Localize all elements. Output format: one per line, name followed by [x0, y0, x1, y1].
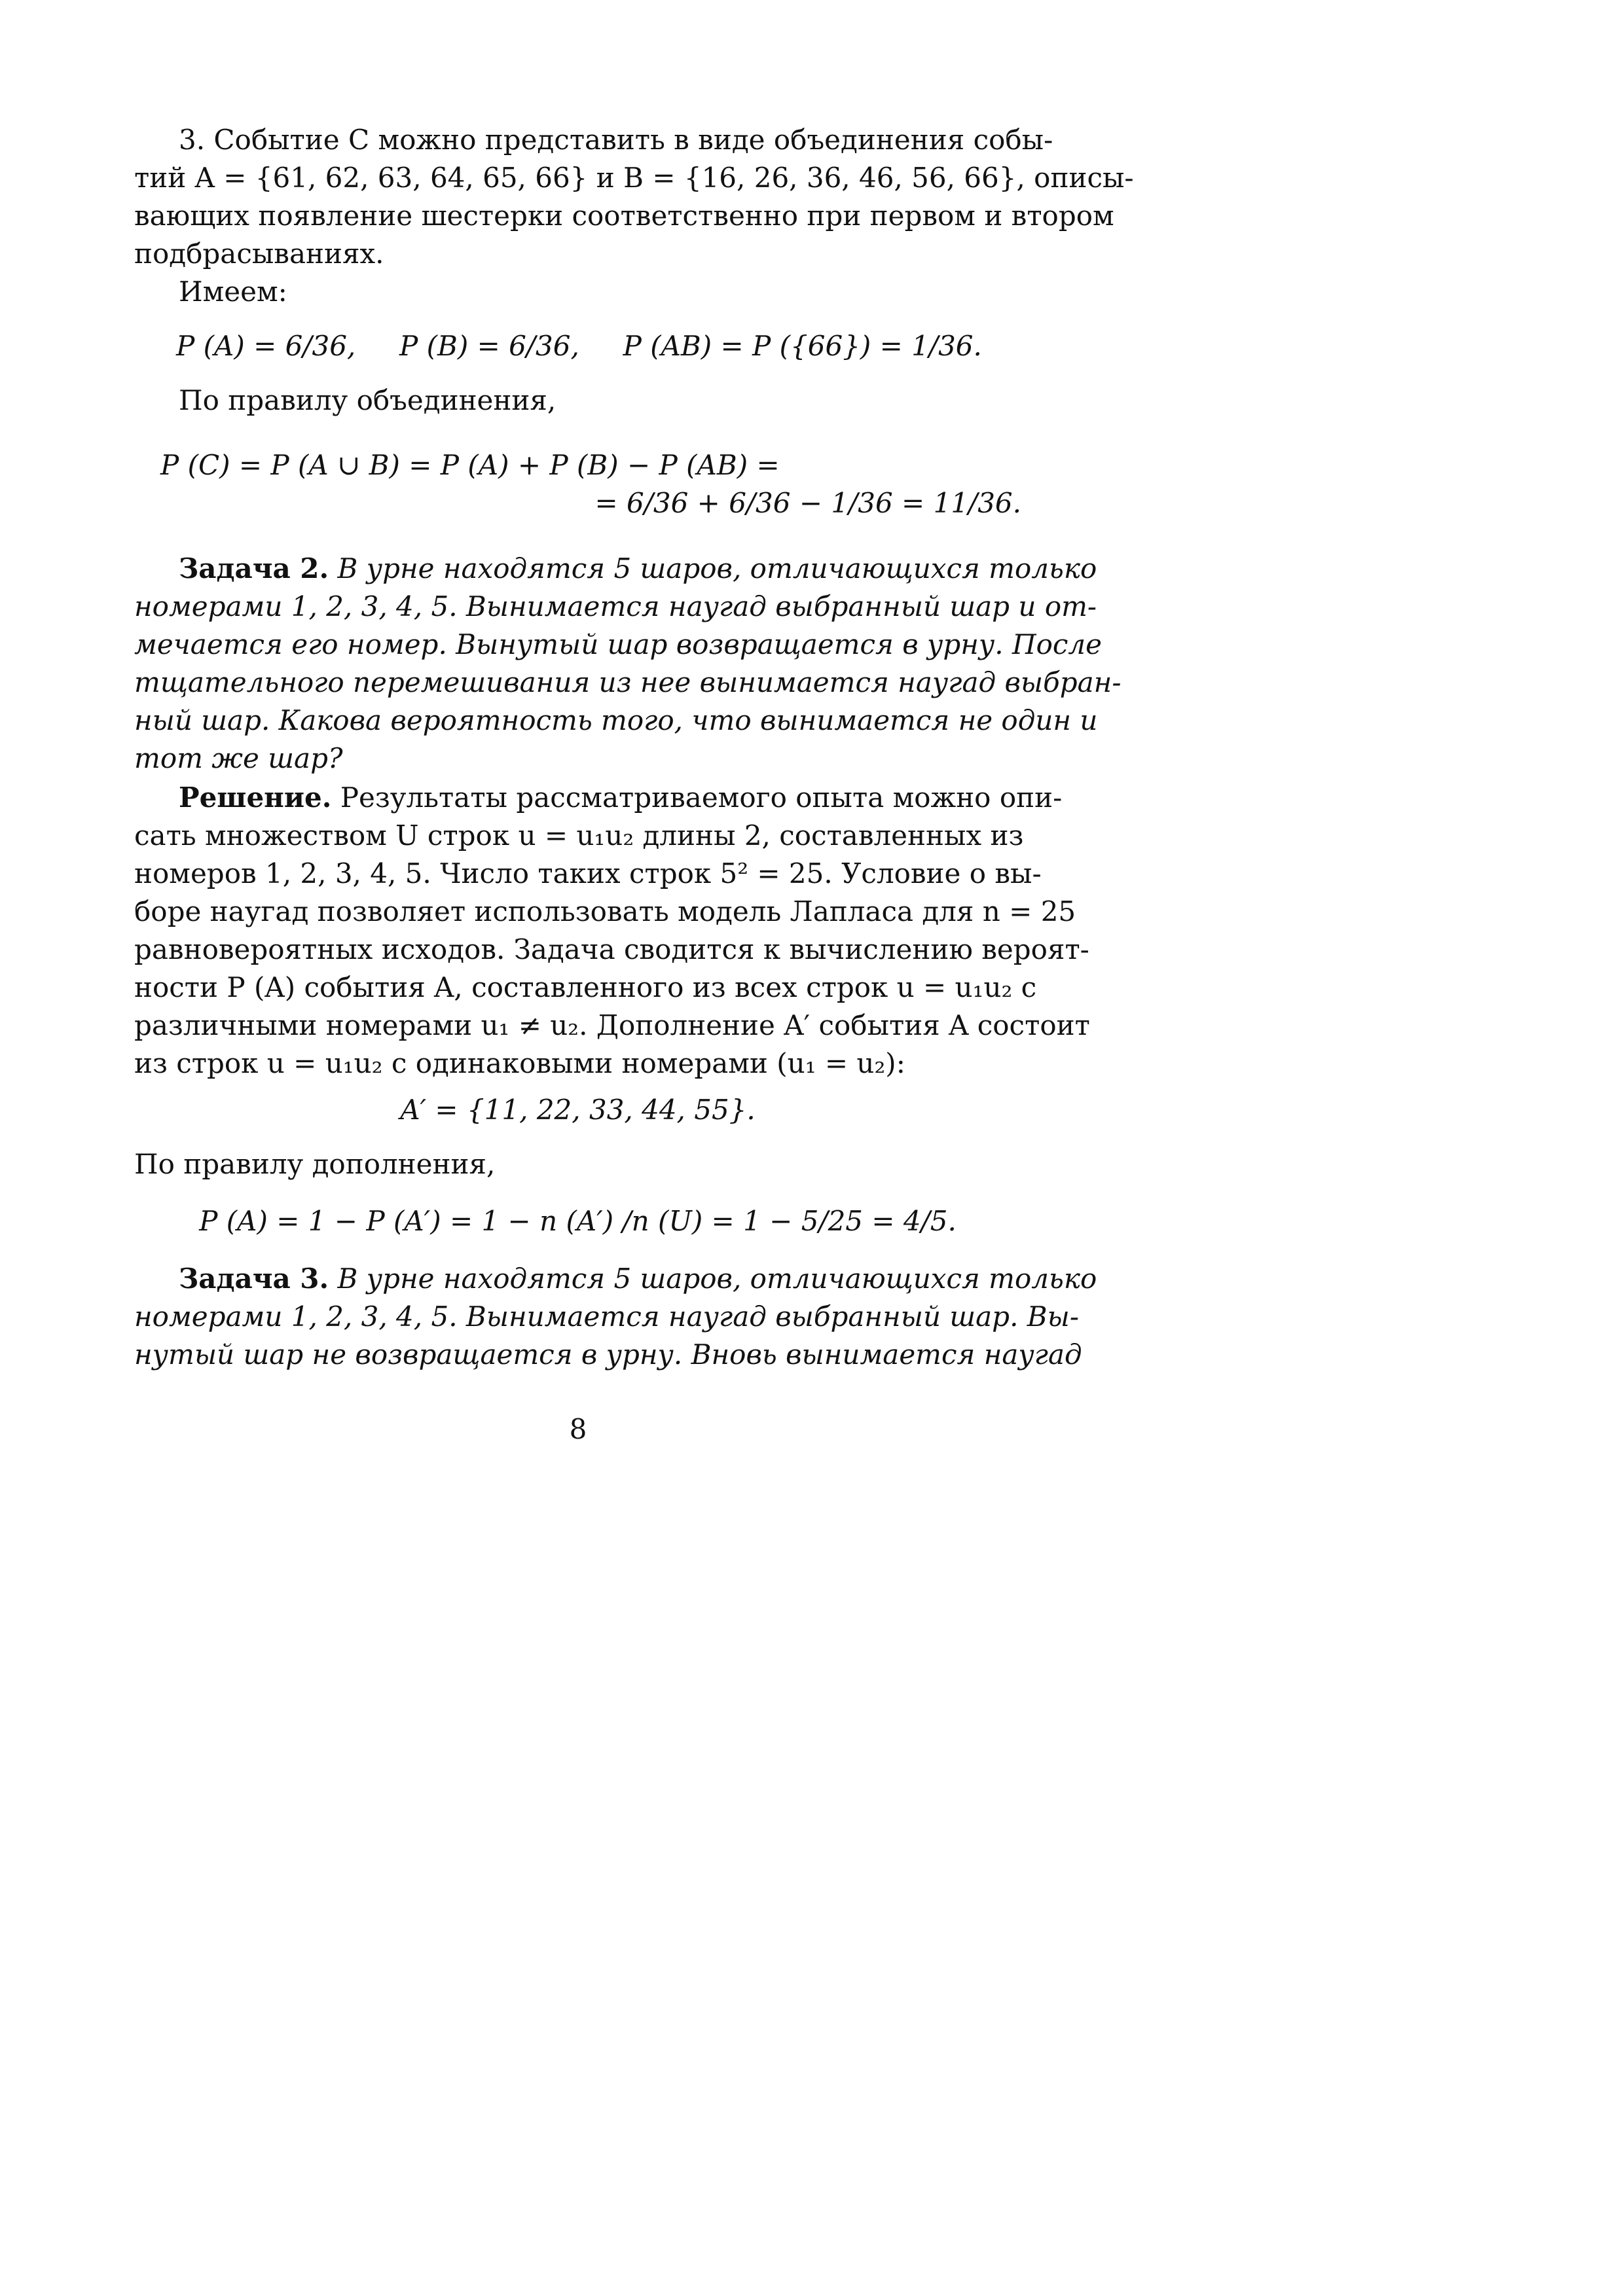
task-2-label: Задача 2.	[179, 552, 329, 584]
text-line: По правилу объединения,	[179, 384, 556, 416]
solution-label: Решение.	[179, 781, 332, 814]
text-line: ный шар. Какова вероятность того, что вынимается не один и	[134, 704, 1098, 736]
text-line	[134, 779, 1063, 817]
text-line: По правилу дополнения,	[134, 1148, 496, 1180]
text-line: тщательного перемешивания из нее вынимается наугад выбран-	[134, 666, 1122, 698]
text-line: номерами 1, 2, 3, 4, 5. Вынимается наугад выбранный шар и от-	[134, 590, 1097, 622]
text-line: боре наугад позволяет использовать модель Лапласа для n = 25	[134, 895, 1076, 927]
paragraph-imeem	[134, 273, 1021, 311]
text-line: подбрасываниях.	[134, 238, 384, 270]
equation: P (A) = 1 − P (A′) = 1 − n (A′) /n (U) = 1 − 5/25 = 4/5.	[199, 1205, 957, 1237]
solution-task-2	[134, 779, 1090, 1083]
text-line: из строк u = u₁u₂ с одинаковыми номерами (u₁ = u₂):	[134, 1047, 905, 1079]
paragraph-union-rule	[134, 382, 1021, 420]
text-line: мечается его номер. Вынутый шар возвращается в урну. После	[134, 628, 1102, 660]
equation: P (A) = 6/36, P (B) = 6/36, P (AB) = P ({66}) = 1/36.	[176, 330, 982, 362]
text-line: номерами 1, 2, 3, 4, 5. Вынимается наугад выбранный шар. Вы-	[134, 1300, 1080, 1333]
text-line: равновероятных исходов. Задача сводится к вычислению вероят-	[134, 933, 1089, 965]
equation-complement-set	[134, 1091, 1021, 1129]
text-line: нутый шар не возвращается в урну. Вновь вынимается наугад	[134, 1338, 1082, 1371]
equation: P (C) = P (A ∪ B) = P (A) + P (B) − P (AB) =	[160, 449, 780, 481]
equation: A′ = {11, 22, 33, 44, 55}.	[400, 1094, 756, 1126]
text-line: Имеем:	[179, 276, 287, 308]
text-line	[134, 550, 1097, 588]
equation-probabilities	[134, 327, 1021, 365]
page-number: 8	[569, 1413, 587, 1445]
task-3-text: В урне находятся 5 шаров, отличающихся только	[337, 1263, 1097, 1295]
task-2-text: В урне находятся 5 шаров, отличающихся только	[337, 552, 1097, 584]
task-3	[134, 1260, 1097, 1374]
text-line: сать множеством U строк u = u₁u₂ длины 2, составленных из	[134, 819, 1024, 852]
task-3-label: Задача 3.	[179, 1263, 329, 1295]
equation-union	[134, 446, 1021, 522]
text-line: номеров 1, 2, 3, 4, 5. Число таких строк 5² = 25. Условие о вы-	[134, 857, 1042, 889]
paragraph-complement-rule	[134, 1145, 1021, 1183]
text-line: вающих появление шестерки соответственно при первом и втором	[134, 200, 1114, 232]
text-line: различными номерами u₁ ≠ u₂. Дополнение A′ события A состоит	[134, 1009, 1090, 1041]
equation-complement	[134, 1202, 1021, 1240]
equation: = 6/36 + 6/36 − 1/36 = 11/36.	[594, 487, 1021, 519]
text-line: ности P (A) события A, составленного из всех строк u = u₁u₂ с	[134, 971, 1037, 1003]
task-2	[134, 550, 1122, 778]
solution-text: Результаты рассматриваемого опыта можно опи-	[340, 781, 1063, 814]
text-line: 3. Событие C можно представить в виде объединения собы-	[179, 124, 1053, 156]
text-line: тий A = {61, 62, 63, 64, 65, 66} и B = {16, 26, 36, 46, 56, 66}, описы-	[134, 162, 1134, 194]
paragraph-event-c	[134, 121, 1134, 273]
text-line: тот же шар?	[134, 742, 343, 774]
text-line	[134, 1260, 1097, 1298]
